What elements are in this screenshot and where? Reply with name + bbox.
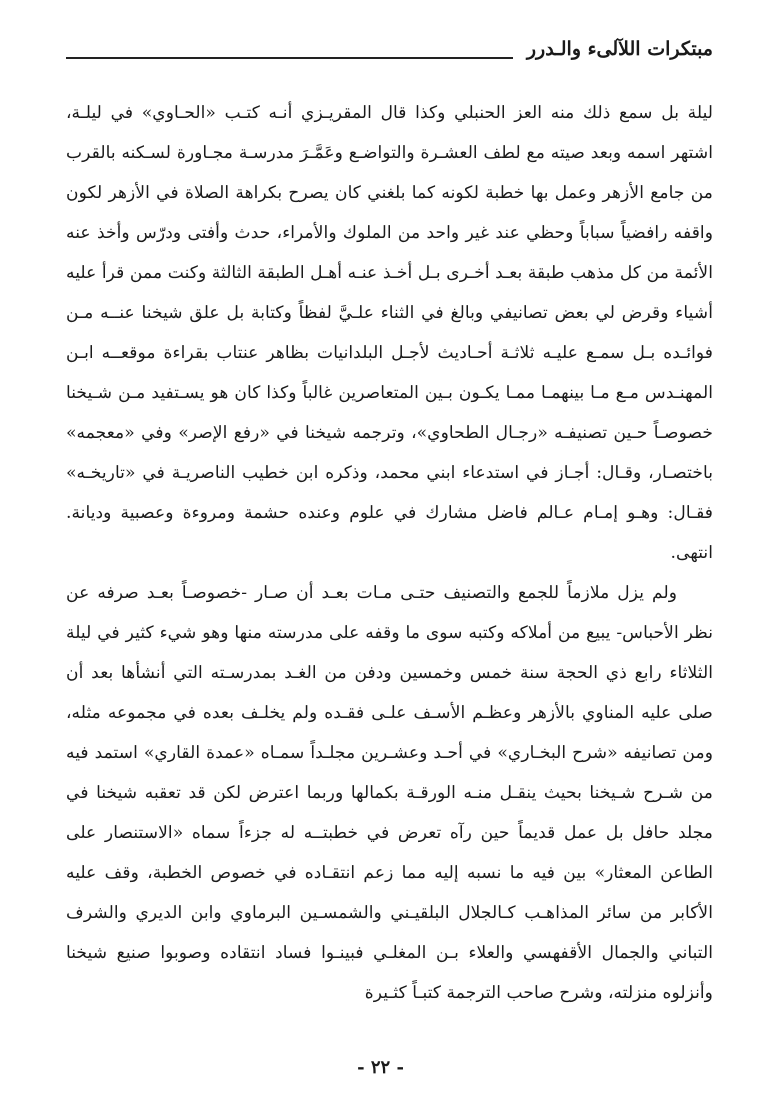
header-rule — [66, 57, 513, 59]
page-number: - ٢٢ - — [357, 1057, 404, 1078]
body-text — [66, 93, 713, 1013]
running-title: مبتكرات اللآلىء والـدرر — [526, 38, 713, 60]
paragraph-2: ولم يزل ملازماً للجمع والتصنيف حتـى مـات بعـد أن صـار -خصوصـاً بعـد صرفه عن نظر الأحباس- يبيع من أملاكه وكتبه سوى ما وقفه على مدرسته منها وهو شيء كثير في ليلة الثلاثاء رابع ذي الحجة سنة خمس وخمسين ودفن من الغـد بمدرسـته التي أنشأها بعد أن صلى عليه المناوي بالأزهر وعظـم الأسـف علـى فقـده ولم يخلـف بعده في مجموعه مثله، ومن تصانيفه «شرح البخـاري» في أحـد وعشـرين مجلـداً سمـاه «عمدة القاري» استمد فيه من شـرح شـيخنا بحيث ينقـل منـه الورقـة بكمالها وربما اعترض لكن قد تعقبه شيخنا في مجلد حافل بل عمل قديماً حين رآه تعرض في خطبتــه له جزءاً سماه «الاستنصار على الطاعن المعثار» بين فيه ما نسبه إليه مما زعم انتقـاده في خصوص الخطبة، وقف عليه الأكابر من سائر المذاهـب كـالجلال البلقيـني والشمسـين البرماوي وابن الديري والشرف التباني والجمال الأقفهسي والعلاء بـن المغلـي فبينـوا فساد انتقاده وصوبوا صنيع شيخنا وأنزلوه منزلته، وشرح صاحب الترجمة كتبـاً كثـيرة — [66, 583, 713, 1003]
paragraph-1: ليلة بل سمع ذلك منه العز الحنبلي وكذا قال المقريـزي أنـه كتـب «الحـاوي» في ليلـة، اشتهر اسمه وبعد صيته مع لطف العشـرة والتواضـع وعَمَّـرَ مدرسـة مجـاورة لسـكنه بالقرب من جامع الأزهر وعمل بها خطبة لكونه كما بلغني كان يصرح بكراهة الصلاة في الأزهر لكون واقفه رافضياً سباباً وحظي عند غير واحد من الملوك والأمراء، حدث وأفتى ودرّس وأخذ عنه الأئمة من كل مذهب طبقة بعـد أخـرى بـل أخـذ عنـه أهـل الطبقة الثالثة وكنت ممن قرأ عليه أشياء وقرض لي بعض تصانيفي وبالغ في الثناء علـيَّ لفظاً وكتابة بل علق شيخنا عنــه مـن فوائـده بـل سمـع عليـه ثلاثـة أحـاديث لأجـل البلدانيات بظاهر عنتاب بقراءة موقعــه ابـن المهنـدس مـع مـا بينهمـا ممـا يكـون بـين المتعاصرين غالباً وكذا كان هو يسـتفيد مـن شـيخنا خصوصـاً حـين تصنيفـه «رجـال الطحاوي»، وترجمه شيخنا في «رفع الإصر» وفي «معجمه» باختصـار، وقـال: أجـاز في استدعاء ابني محمد، وذكره ابن خطيب الناصريـة في «تاريخـه» فقـال: وهـو إمـام عـالم فاضل مشارك في علوم وعنده حشمة ومروءة وعصبية وديانة. انتهى. — [66, 103, 713, 563]
page-header — [66, 38, 713, 72]
